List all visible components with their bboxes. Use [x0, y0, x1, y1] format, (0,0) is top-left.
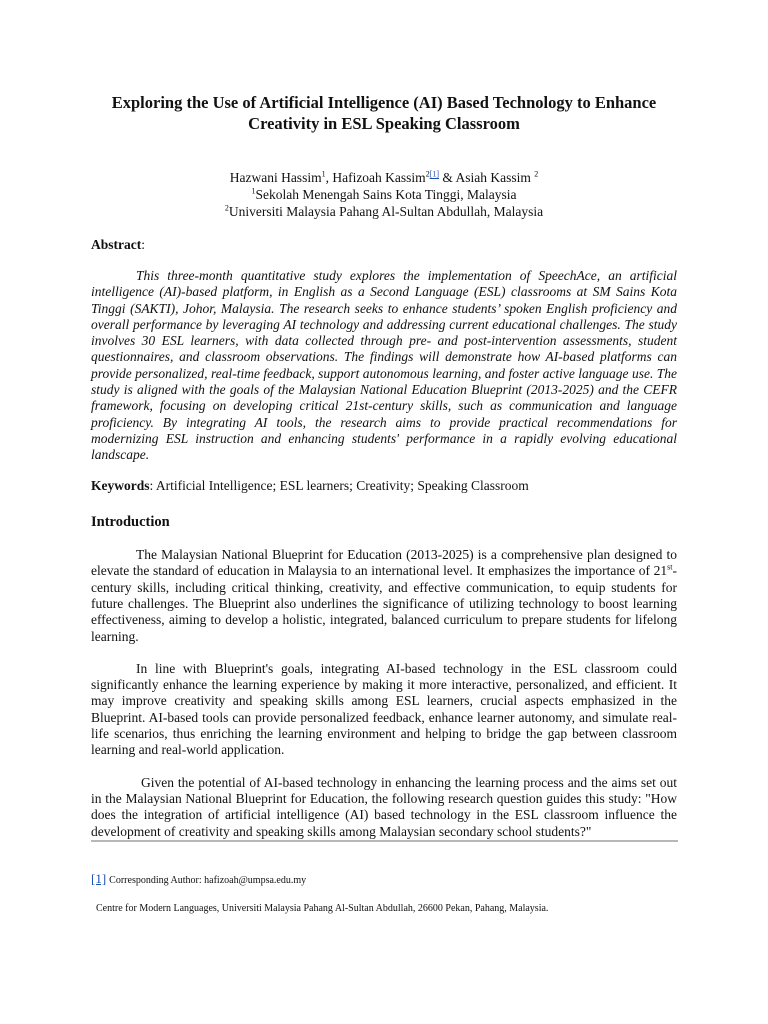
- keywords-line: [91, 477, 677, 494]
- ordinal-superscript: st: [667, 562, 673, 572]
- title-line-1: Exploring the Use of Artificial Intelligence (AI) Based Technology to Enhance: [111, 93, 657, 112]
- affiliation-marker: 2: [534, 169, 539, 179]
- abstract-text: This three-month quantitative study explores the implementation of SpeechAce, an artificial intelligence (AI)-based platform, in English as a Second Language (ESL) classrooms at SM Sains Kota Tinggi (SAKTI), Johor, Malaysia. The research seeks to enhance students’ spoken English proficiency and overall performance by leveraging AI technology and addressing current educational challenges. The study involves 30 ESL learners, with data collected through pre- and post-intervention assessments, student questionnaires, and classroom observations. The findings will demonstrate how AI-based platforms can provide personalized, real-time feedback, support autonomous learning, and foster active language use. The study is aligned with the goals of the Malaysian National Education Blueprint (2013-2025) and the CEFR framework, focusing on developing critical 21st-century skills, such as communication and language proficiency. By integrating AI tools, the research aims to provide practical recommendations for modernizing ESL instruction and enhancing students' performance in a rapidly evolving educational landscape.: [91, 268, 677, 463]
- introduction-paragraph-1: [91, 547, 677, 645]
- author-name: Hazwani Hassim: [229, 170, 322, 185]
- introduction-paragraph-2: In line with Blueprint's goals, integrating AI-based technology in the ESL classroom could significantly enhance the learning experience by making it more interactive, personalized, and efficient. It may improve creativity and speaking skills among ESL learners, crucial aspects emphasized in the Blueprint. AI-based tools can provide personalized feedback, enhance learner autonomy, and simulate real-life scenarios, thus enriching the learning environment and helping to bridge the gap between classroom learning and real-world application.: [91, 660, 677, 758]
- title-line-2: Creativity in ESL Speaking Classroom: [248, 114, 520, 133]
- affiliation-marker: 1: [251, 186, 256, 196]
- affiliation-text: Sekolah Menengah Sains Kota Tinggi, Malaysia: [255, 187, 517, 202]
- author-block: [91, 169, 677, 220]
- affiliation-text: Universiti Malaysia Pahang Al-Sultan Abdullah, Malaysia: [228, 204, 544, 219]
- affiliation-marker: 2: [224, 203, 229, 213]
- affiliation-marker: 1: [321, 169, 326, 179]
- author-line: [91, 169, 677, 186]
- paragraph-text: The Malaysian National Blueprint for Education (2013-2025) is a comprehensive plan designed to elevate the standard of education in Malaysia to an international level. It emphasizes the importance of 21: [91, 547, 677, 579]
- author-separator: ,: [325, 170, 333, 185]
- introduction-heading: Introduction: [91, 514, 170, 531]
- affiliation-marker: 2: [425, 169, 430, 179]
- affiliation-line: [91, 186, 677, 203]
- introduction-paragraph-3: Given the potential of AI-based technology in enhancing the learning process and the aims set out in the Malaysian National Blueprint for Education, the following research question guides this study: "How does the integration of artificial intelligence (AI) based technology in the ESL classroom influence the development of creativity and speaking skills among Malaysian secondary school students?": [91, 774, 677, 839]
- footnote-text: Corresponding Author: hafizoah@umpsa.edu.my: [109, 875, 307, 886]
- paragraph-text: -century skills, including critical thinking, creativity, and effective communication, to equip students for future challenges. The Blueprint also underlines the significance of utilizing technology to boost learning effectiveness, aiming to develop a holistic, integrated, balanced curriculum to prepare students for lifelong learning.: [91, 563, 677, 644]
- footer-affiliation: Centre for Modern Languages, Universiti Malaysia Pahang Al-Sultan Abdullah, 26600 Pekan, Pahang, Malaysia.: [96, 903, 549, 914]
- keywords-label: Keywords: [91, 478, 150, 494]
- author-name: Asiah Kassim: [455, 170, 535, 185]
- paper-page: [91, 92, 677, 840]
- author-separator: &: [439, 170, 456, 185]
- footnote-reference-link[interactable]: [1]: [429, 169, 440, 179]
- affiliation-line: [91, 203, 677, 220]
- abstract-colon: :: [141, 237, 146, 252]
- footnote: [91, 872, 306, 888]
- keywords-text: : Artificial Intelligence; ESL learners; Creativity; Speaking Classroom: [149, 478, 529, 494]
- abstract-label: Abstract: [91, 237, 142, 252]
- footnote-divider: [91, 840, 678, 842]
- author-name: Hafizoah Kassim: [332, 170, 426, 185]
- paper-title: [91, 92, 677, 134]
- abstract-heading: [91, 236, 677, 253]
- footnote-number-link[interactable]: [1]: [91, 871, 107, 886]
